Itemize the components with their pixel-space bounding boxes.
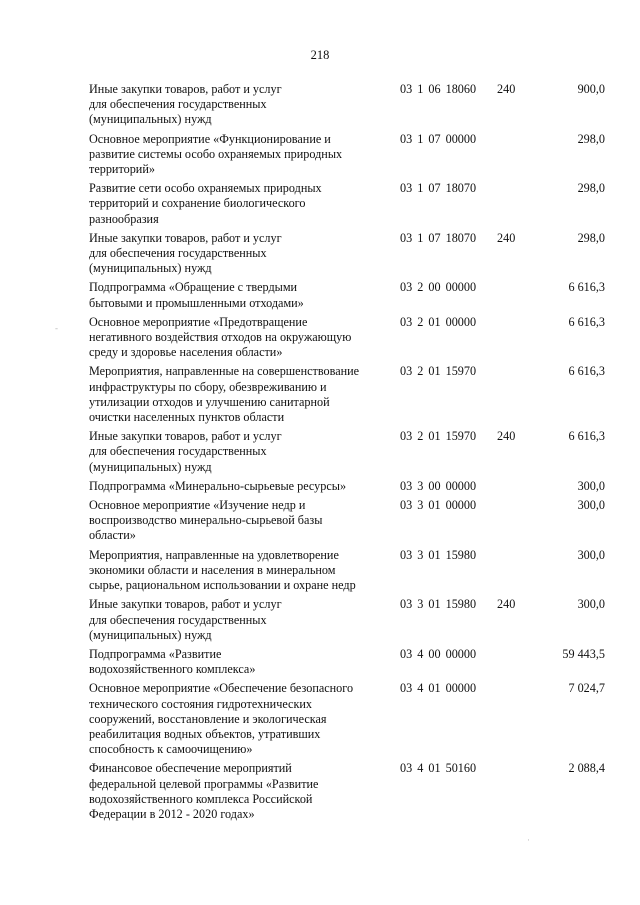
row-code: 03 3 01 00000 [400,498,477,513]
table-row [89,479,609,494]
row-code: 03 1 07 00000 [400,131,477,146]
table-row [89,132,609,178]
row-description: Основное мероприятие «Обеспечение безопасного технического состояния гидротехнических сооружений, восстановление и экологическая реабилитация водных объектов, утративших способность к самоочищению» [89,681,354,757]
row-code: 03 1 07 18070 [400,181,477,196]
row-description: Основное мероприятие «Изучение недр и воспроизводство минерально-сырьевой базы области» [89,498,323,543]
table-row [89,280,609,310]
row-description: Подпрограмма «Развитие водохозяйственного комплекса» [89,646,256,677]
row-code: 03 4 01 50160 [400,761,477,776]
row-expense-type: 240 [497,82,516,96]
table-row [89,647,609,677]
row-amount: 300,0 [577,498,605,513]
row-description: Мероприятия, направленные на совершенствование инфраструктуры по сбору, обезвреживанию и утилизации отходов и улучшению санитарной очистки населенных пунктов области [89,364,360,425]
row-amount: 300,0 [577,478,605,493]
table-row [89,761,609,822]
page-number: 218 [310,48,330,62]
table-row [89,597,609,643]
row-amount: 7 024,7 [568,681,605,696]
row-expense-type: 240 [497,597,516,612]
table-row [89,681,609,757]
row-amount: 6 616,3 [568,429,605,444]
row-amount: 6 616,3 [568,280,605,295]
row-code: 03 3 00 00000 [400,478,477,493]
row-description: Мероприятия, направленные на удовлетворение экономики области и населения в минеральном сырье, рациональном использовании и охране недр [89,547,356,593]
row-description: Основное мероприятие «Предотвращение негативного воздействия отходов на окружающую среду и здоровье населения области» [89,314,352,360]
row-code: 03 4 00 00000 [400,646,477,661]
scan-artifact-mark: · [527,835,530,845]
row-description: Развитие сети особо охраняемых природных территорий и сохранение биологического разнообразия [89,181,322,226]
row-description: Иные закупки товаров, работ и услуг для обеспечения государственных (муниципальных) нужд [89,82,282,127]
table-row [89,231,609,277]
table-row [89,429,609,475]
row-description: Финансовое обеспечение мероприятий федеральной целевой программы «Развитие водохозяйственного комплекса Российской Федерации в 2012 - 2020 годах» [89,761,319,821]
row-amount: 2 088,4 [568,761,605,776]
row-code: 03 2 01 00000 [400,314,477,329]
table-row [89,364,609,425]
row-expense-type: 240 [497,230,516,245]
table-row [89,498,609,544]
row-amount: 300,0 [577,547,605,562]
row-code: 03 3 01 15980 [400,547,477,562]
scan-artifact-mark: - [55,323,58,333]
row-amount: 900,0 [577,82,605,96]
row-amount: 6 616,3 [568,364,605,379]
row-amount: 300,0 [577,597,605,612]
row-code: 03 2 01 15970 [400,364,477,379]
table-row [89,181,609,227]
table-row [89,548,609,594]
row-amount: 59 443,5 [562,646,605,661]
row-code: 03 4 01 00000 [400,681,477,696]
row-description: Основное мероприятие «Функционирование и развитие системы особо охраняемых природных территорий» [89,131,343,177]
row-code: 03 1 06 18060 [400,82,477,96]
row-code: 03 3 01 15980 [400,597,477,612]
row-description: Подпрограмма «Обращение с твердыми бытовыми и промышленными отходами» [89,280,304,310]
row-description: Иные закупки товаров, работ и услуг для обеспечения государственных (муниципальных) нужд [89,429,282,474]
row-description: Иные закупки товаров, работ и услуг для обеспечения государственных (муниципальных) нужд [89,230,282,276]
row-amount: 298,0 [577,131,605,146]
row-amount: 6 616,3 [568,314,605,329]
row-description: Подпрограмма «Минерально-сырьевые ресурсы» [89,478,347,493]
table-row [89,315,609,361]
row-code: 03 2 01 15970 [400,429,477,444]
row-description: Иные закупки товаров, работ и услуг для обеспечения государственных (муниципальных) нужд [89,597,282,642]
row-code: 03 1 07 18070 [400,230,477,245]
row-code: 03 2 00 00000 [400,280,477,295]
row-amount: 298,0 [577,230,605,245]
row-amount: 298,0 [577,181,605,196]
row-expense-type: 240 [497,429,516,444]
budget-table [89,82,609,826]
table-row [89,82,609,128]
